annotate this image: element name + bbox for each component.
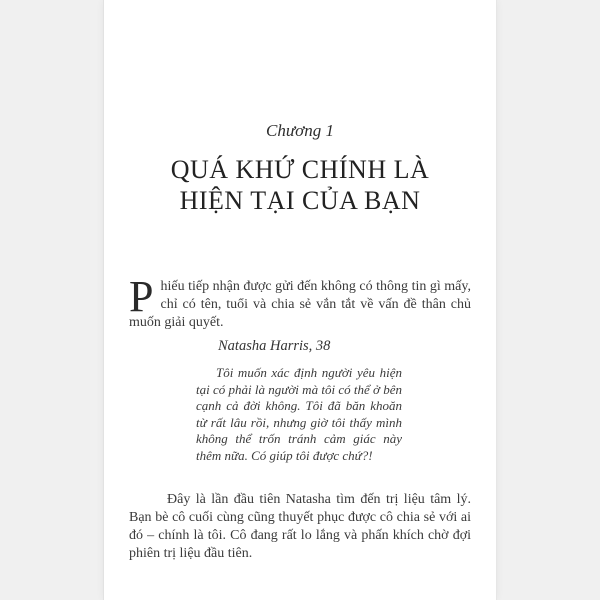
chapter-title-line-2: HIỆN TẠI CỦA BẠN [179,186,421,215]
drop-cap: P [129,272,154,321]
chapter-title-line-1: QUÁ KHỨ CHÍNH LÀ [170,155,430,184]
paragraph-intro [129,272,471,332]
paragraph-closing: Đây là lần đầu tiên Natasha tìm đến trị liệu tâm lý. Bạn bè cô cuối cùng cũng thuyết phục được cô chia sẻ với ai đó – chính là tôi. Cô đang rất lo lắng và phấn khích chờ đợi phiên trị liệu đầu tiên. [129,492,471,561]
quote-attribution: Natasha Harris, 38 [218,338,331,354]
chapter-label: Chương 1 [266,121,334,140]
paragraph-intro-text: hiếu tiếp nhận được gửi đến không có thông tin gì mấy, chỉ có tên, tuổi và chia sẻ vắn tắt về vấn đề thân chủ muốn giải quyết. [129,279,471,330]
book-page [103,0,497,600]
chapter-title [129,154,471,216]
client-quote: Tôi muốn xác định người yêu hiện tại có phải là người mà tôi có thể ở bên cạnh cả đời không. Tôi đã băn khoăn từ rất lâu rồi, nhưng giờ tôi thấy mình không thể trốn tránh cảm giác này thêm nữa. Có giúp tôi được chứ?! [196,365,402,463]
